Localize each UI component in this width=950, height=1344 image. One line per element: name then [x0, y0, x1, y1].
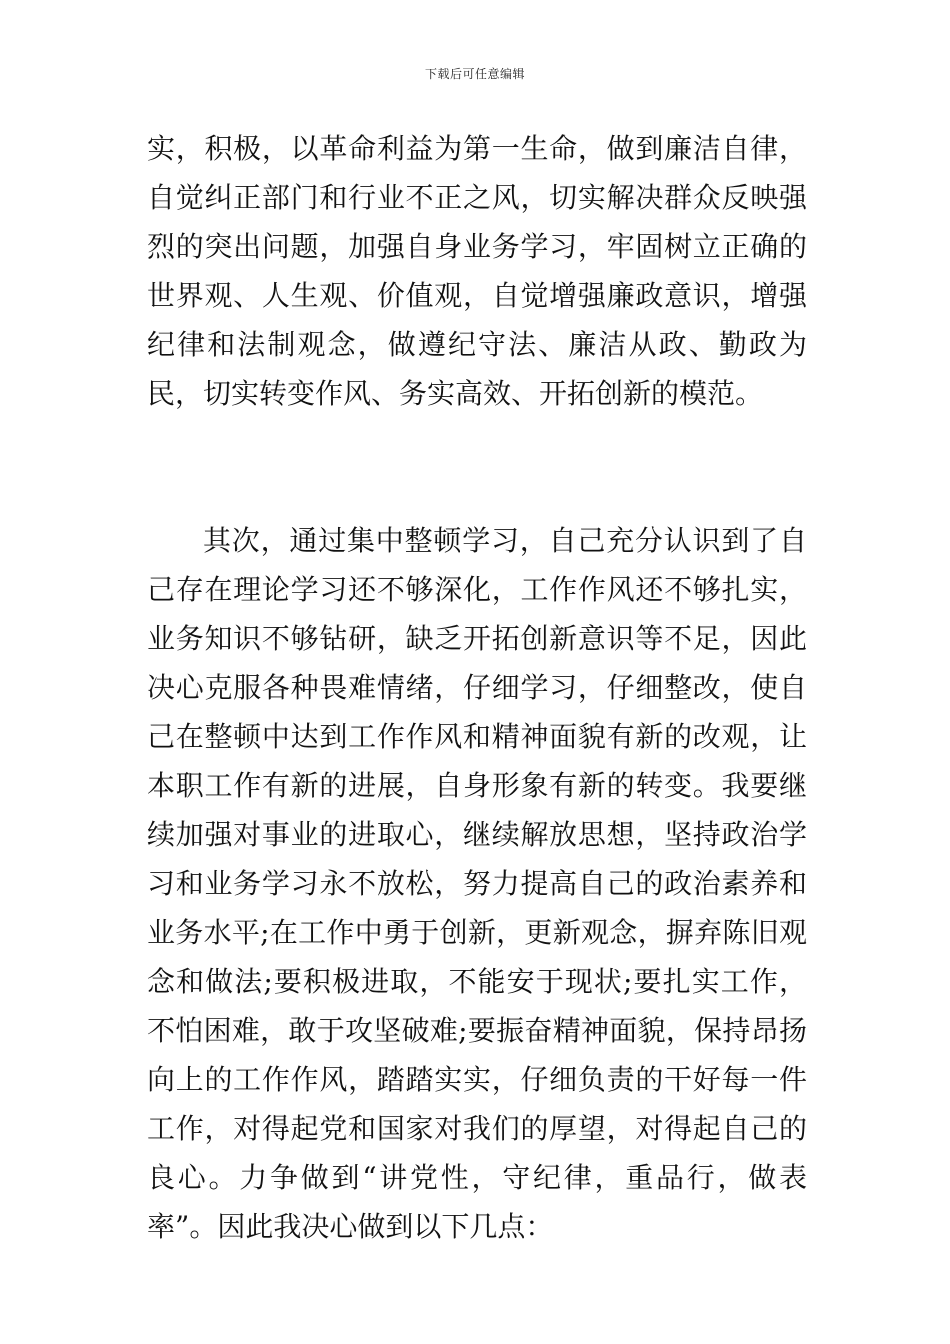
body-paragraph-1: 实，积极，以革命利益为第一生命，做到廉洁自律，自觉纠正部门和行业不正之风，切实解决群众反映强烈的突出问题，加强自身业务学习，牢固树立正确的世界观、人生观、价值观，自觉增强廉政意识，增强纪律和法制观念，做遵纪守法、廉洁从政、勤政为民，切实转变作风、务实高效、开拓创新的模范。: [147, 132, 807, 410]
body-paragraph-2: 其次，通过集中整顿学习，自己充分认识到了自己存在理论学习还不够深化，工作作风还不够扎实，业务知识不够钻研，缺乏开拓创新意识等不足，因此决心克服各种畏难情绪，仔细学习，仔细整改，使自己在整顿中达到工作作风和精神面貌有新的改观，让本职工作有新的进展，自身形象有新的转变。我要继续加强对事业的进取心，继续解放思想，坚持政治学习和业务学习永不放松，努力提高自己的政治素养和业务水平;在工作中勇于创新，更新观念，摒弃陈旧观念和做法;要积极进取，不能安于现状;要扎实工作，不怕困难，敢于攻坚破难;要振奋精神面貌，保持昂扬向上的工作作风，踏踏实实，仔细负责的干好每一件工作，对得起党和国家对我们的厚望，对得起自己的良心。力争做到“讲党性，守纪律，重品行，做表率”。因此我决心做到以下几点：: [147, 524, 807, 1243]
document-body: [147, 124, 807, 1251]
page-header-note: 下载后可任意编辑: [424, 67, 525, 81]
